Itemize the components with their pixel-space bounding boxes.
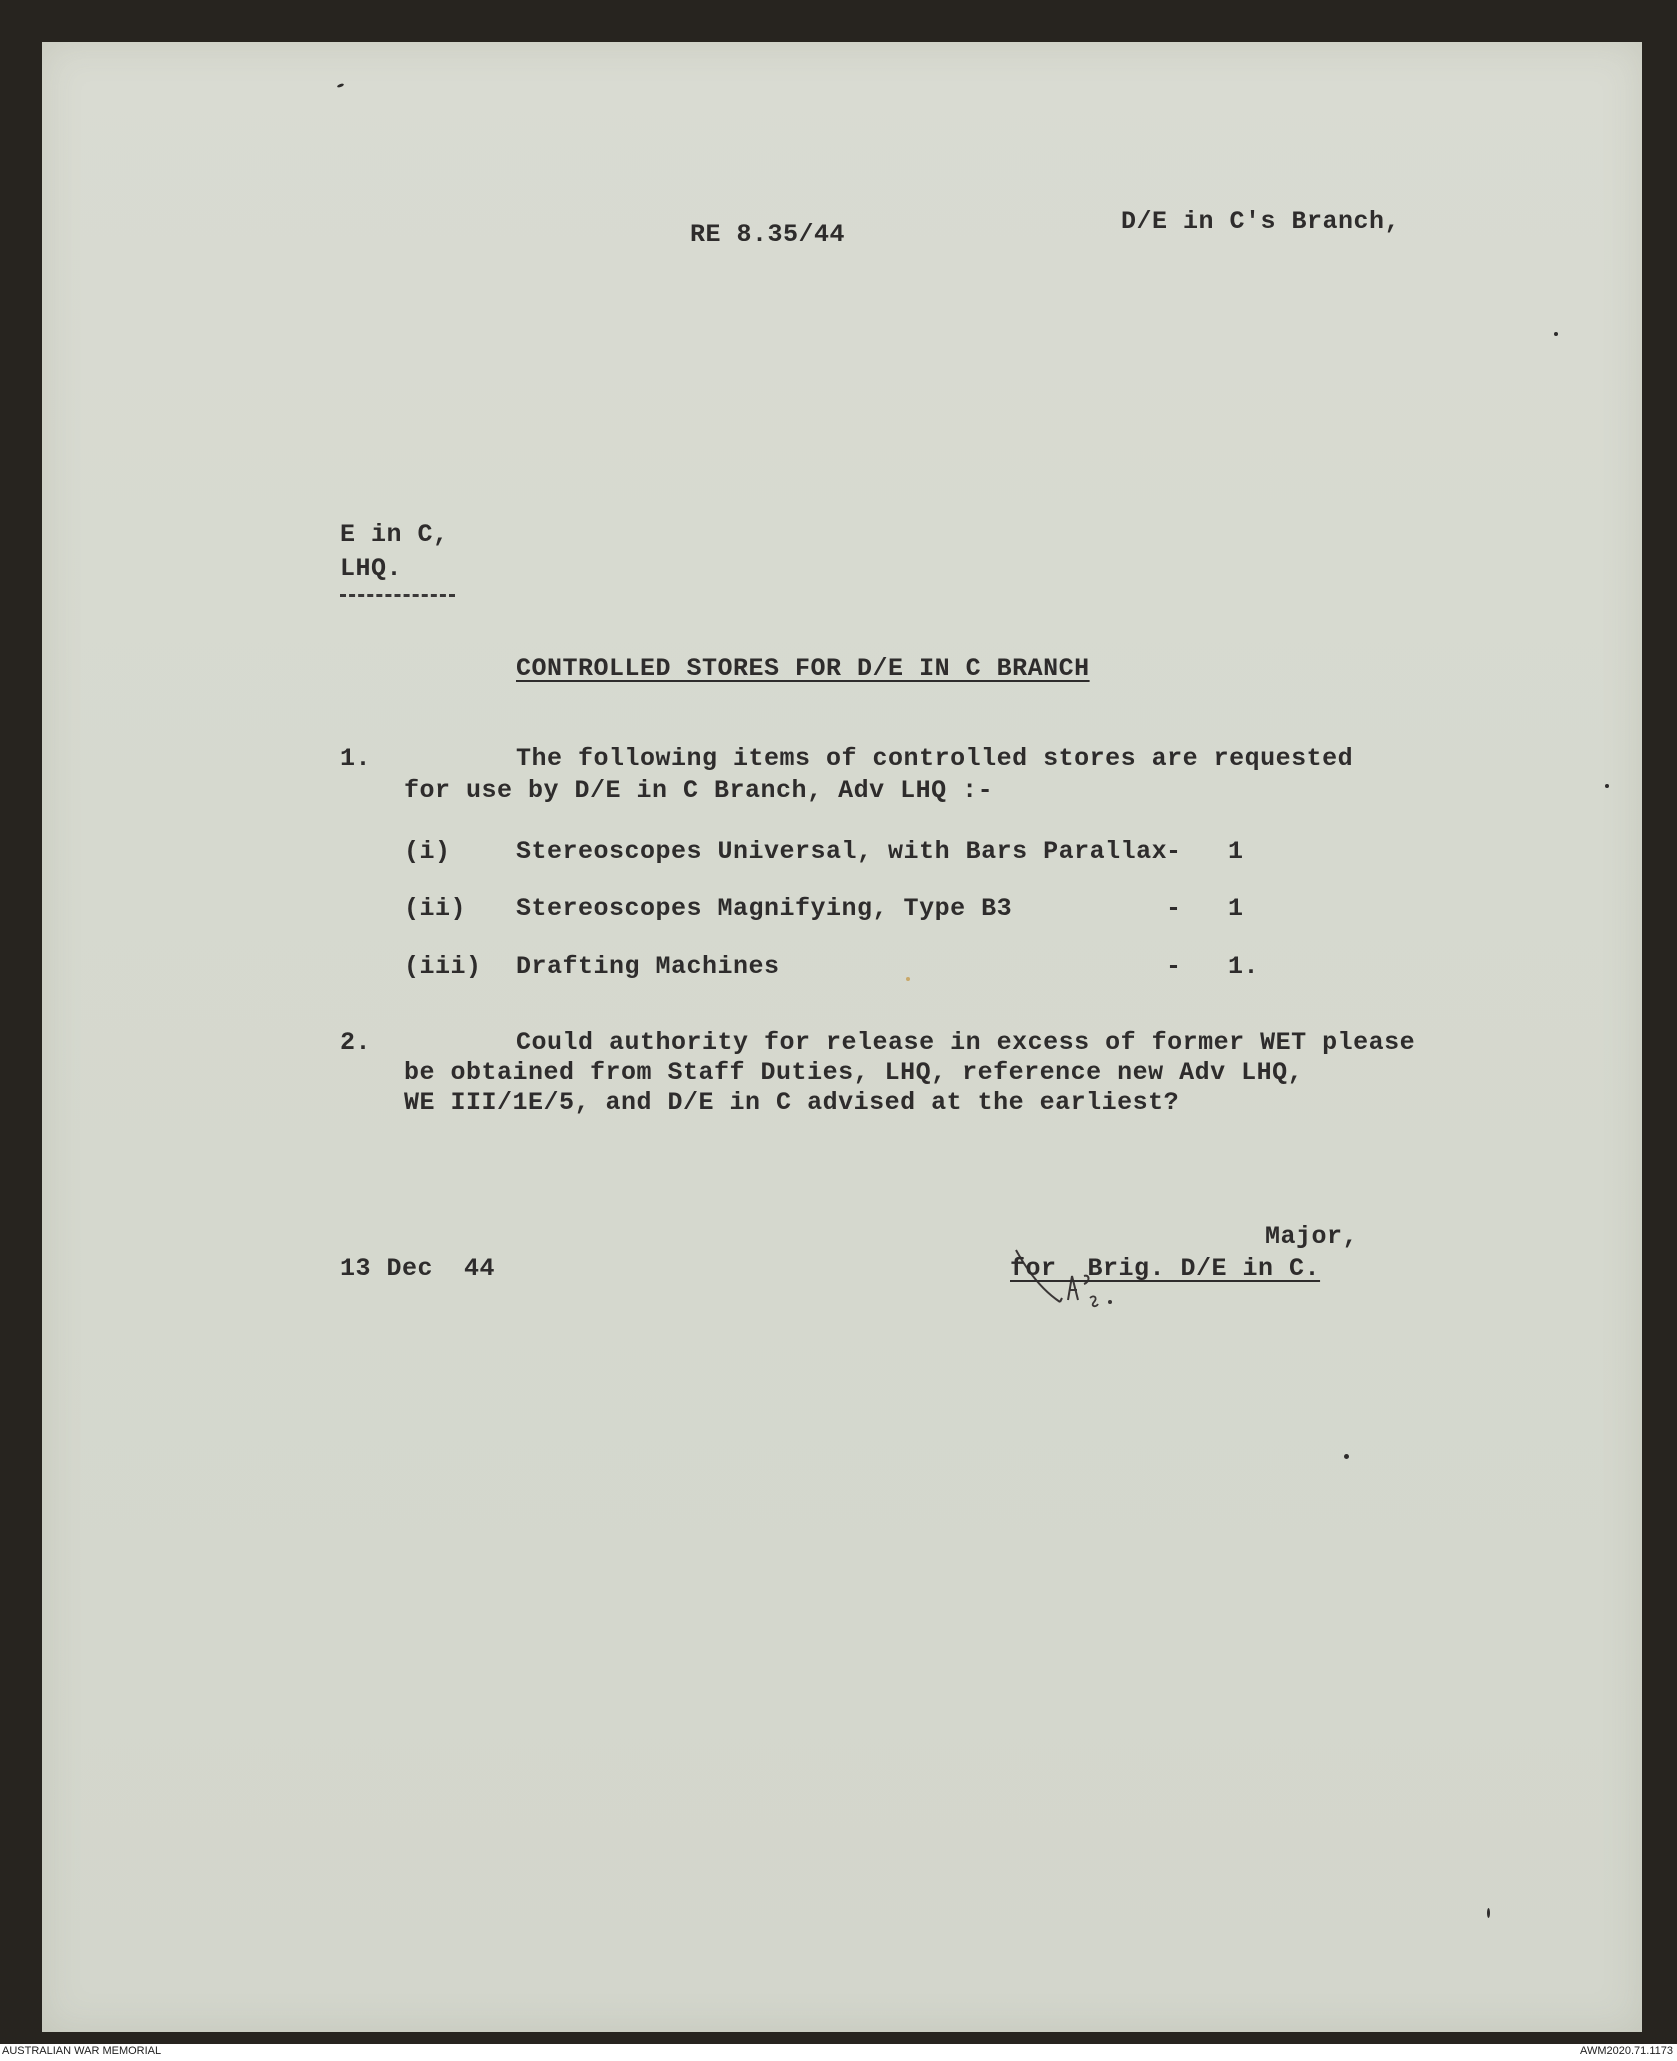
addressee-line-1: E in C, — [340, 520, 449, 549]
item-dash: - — [1166, 837, 1182, 866]
paragraph-1-line-1: The following items of controlled stores are requested — [516, 744, 1354, 773]
item-description: Stereoscopes Magnifying, Type B3 — [516, 894, 1013, 923]
paper-speck — [1605, 784, 1609, 788]
paper-speck — [1554, 332, 1558, 336]
subject-heading: CONTROLLED STORES FOR D/E IN C BRANCH — [516, 654, 1090, 683]
document-date: 13 Dec 44 — [340, 1254, 496, 1283]
footer-institution: AUSTRALIAN WAR MEMORIAL — [2, 2045, 162, 2057]
item-dash: - — [1166, 952, 1182, 981]
item-number: (ii) — [404, 894, 467, 923]
item-quantity: 1. — [1228, 952, 1260, 981]
signatory-rank: Major, — [1265, 1222, 1359, 1251]
signature-block: for Brig. D/E in C. — [1010, 1254, 1321, 1283]
archive-footer — [0, 2044, 1677, 2061]
item-quantity: 1 — [1228, 837, 1244, 866]
paper-speck — [1487, 1908, 1490, 1918]
paragraph-2-line-3: WE III/1E/5, and D/E in C advised at the earliest? — [404, 1088, 1180, 1117]
paper-speck — [337, 83, 345, 88]
document-page — [42, 42, 1642, 2032]
addressee-line-2: LHQ. — [340, 554, 403, 583]
reference-number: RE 8.35/44 — [690, 220, 846, 249]
item-number: (i) — [404, 837, 451, 866]
item-quantity: 1 — [1228, 894, 1244, 923]
paragraph-2-number: 2. — [340, 1028, 372, 1057]
from-branch: D/E in C's Branch, — [1121, 207, 1401, 236]
paragraph-2-line-2: be obtained from Staff Duties, LHQ, reference new Adv LHQ, — [404, 1058, 1304, 1087]
paper-speck — [1344, 1454, 1349, 1459]
footer-accession: AWM2020.71.1173 — [1580, 2045, 1673, 2057]
item-number: (iii) — [404, 952, 482, 981]
paragraph-2-line-1: Could authority for release in excess of former WET please — [516, 1028, 1416, 1057]
item-description: Drafting Machines — [516, 952, 780, 981]
paragraph-1-number: 1. — [340, 744, 372, 773]
paragraph-1-line-2: for use by D/E in C Branch, Adv LHQ :- — [404, 776, 994, 805]
item-dash: - — [1166, 894, 1182, 923]
item-description: Stereoscopes Universal, with Bars Parallax — [516, 837, 1168, 866]
addressee-underline — [340, 594, 455, 597]
paper-speck — [906, 977, 910, 981]
